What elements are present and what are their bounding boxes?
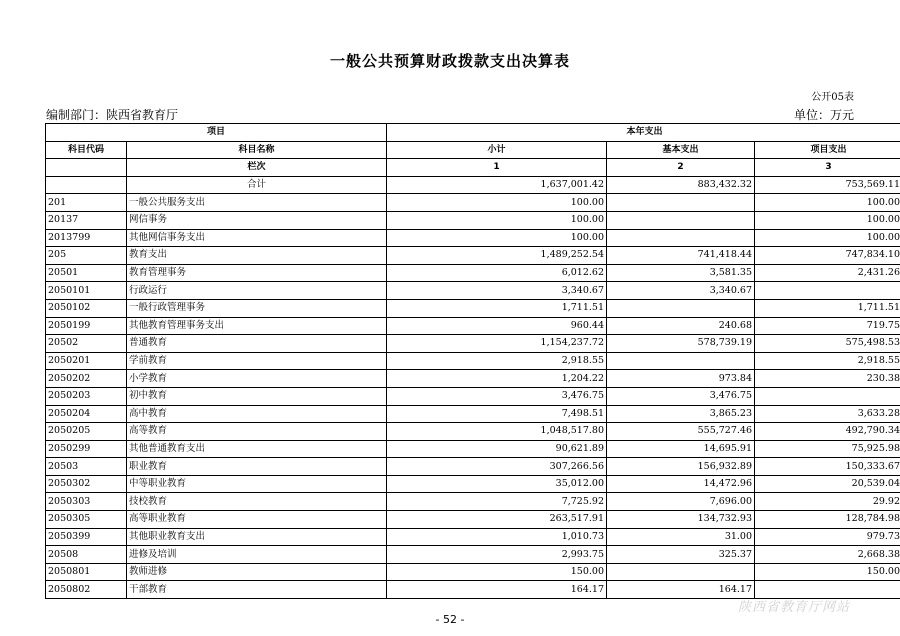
row-code: 2050305: [46, 511, 127, 529]
row-project: 2,918.55: [755, 352, 900, 370]
total-row: [46, 176, 900, 194]
row-project: 747,834.10: [755, 247, 900, 265]
table-row: [46, 317, 900, 335]
row-subtotal: 1,010.73: [387, 528, 607, 546]
row-project: 150.00: [755, 563, 900, 581]
total-label: 合计: [127, 176, 387, 194]
row-subtotal: 1,489,252.54: [387, 247, 607, 265]
row-code: 2050204: [46, 405, 127, 423]
header-row-1: [46, 124, 900, 142]
row-project: [755, 387, 900, 405]
row-code: 20137: [46, 211, 127, 229]
row-name: 初中教育: [127, 387, 387, 405]
row-subtotal: 6,012.62: [387, 264, 607, 282]
row-name: 网信事务: [127, 211, 387, 229]
row-code: 2050205: [46, 423, 127, 441]
row-name: 高等教育: [127, 423, 387, 441]
header-code: 科目代码: [46, 141, 127, 159]
row-basic: 3,340.67: [607, 282, 755, 300]
row-code: 2050201: [46, 352, 127, 370]
row-subtotal: 1,048,517.80: [387, 423, 607, 441]
row-basic: 3,581.35: [607, 264, 755, 282]
header-subtotal: 小计: [387, 141, 607, 159]
budget-table: [45, 123, 900, 599]
row-basic: 325.37: [607, 546, 755, 564]
row-subtotal: 263,517.91: [387, 511, 607, 529]
header-column-label: 栏次: [127, 159, 387, 177]
row-name: 进修及培训: [127, 546, 387, 564]
row-basic: [607, 352, 755, 370]
row-basic: 31.00: [607, 528, 755, 546]
row-project: 20,539.04: [755, 475, 900, 493]
row-name: 教育管理事务: [127, 264, 387, 282]
row-code: 2050802: [46, 581, 127, 599]
row-subtotal: 7,725.92: [387, 493, 607, 511]
header-blank: [46, 159, 127, 177]
row-name: 行政运行: [127, 282, 387, 300]
header-item: 项目: [46, 124, 387, 142]
table-row: [46, 299, 900, 317]
row-basic: 156,932.89: [607, 458, 755, 476]
row-subtotal: 1,711.51: [387, 299, 607, 317]
total-subtotal: 1,637,001.42: [387, 176, 607, 194]
row-basic: 134,732.93: [607, 511, 755, 529]
row-name: 技校教育: [127, 493, 387, 511]
row-basic: 741,418.44: [607, 247, 755, 265]
row-code: 2050801: [46, 563, 127, 581]
row-subtotal: 3,476.75: [387, 387, 607, 405]
row-name: 小学教育: [127, 370, 387, 388]
row-name: 其他教育管理事务支出: [127, 317, 387, 335]
table-row: [46, 229, 900, 247]
header-basic: 基本支出: [607, 141, 755, 159]
row-subtotal: 100.00: [387, 211, 607, 229]
row-basic: 240.68: [607, 317, 755, 335]
row-basic: 973.84: [607, 370, 755, 388]
row-subtotal: 960.44: [387, 317, 607, 335]
row-subtotal: 35,012.00: [387, 475, 607, 493]
table-row: [46, 405, 900, 423]
total-code: [46, 176, 127, 194]
row-basic: 3,865.23: [607, 405, 755, 423]
header-project: 项目支出: [755, 141, 900, 159]
table-row: [46, 493, 900, 511]
table-row: [46, 511, 900, 529]
row-name: 干部教育: [127, 581, 387, 599]
row-subtotal: 100.00: [387, 229, 607, 247]
header-col1: 1: [387, 159, 607, 177]
table-row: [46, 335, 900, 353]
row-project: 29.92: [755, 493, 900, 511]
row-basic: [607, 563, 755, 581]
row-code: 2050399: [46, 528, 127, 546]
row-subtotal: 3,340.67: [387, 282, 607, 300]
row-code: 2050199: [46, 317, 127, 335]
row-project: 150,333.67: [755, 458, 900, 476]
row-name: 一般公共服务支出: [127, 194, 387, 212]
row-project: 128,784.98: [755, 511, 900, 529]
row-project: 3,633.28: [755, 405, 900, 423]
row-subtotal: 100.00: [387, 194, 607, 212]
row-name: 普通教育: [127, 335, 387, 353]
table-row: [46, 247, 900, 265]
row-name: 学前教育: [127, 352, 387, 370]
row-subtotal: 1,154,237.72: [387, 335, 607, 353]
row-code: 20508: [46, 546, 127, 564]
row-project: 100.00: [755, 194, 900, 212]
row-project: 492,790.34: [755, 423, 900, 441]
table-row: [46, 440, 900, 458]
row-subtotal: 7,498.51: [387, 405, 607, 423]
row-basic: 555,727.46: [607, 423, 755, 441]
total-basic: 883,432.32: [607, 176, 755, 194]
row-basic: 14,695.91: [607, 440, 755, 458]
row-project: 1,711.51: [755, 299, 900, 317]
row-subtotal: 150.00: [387, 563, 607, 581]
compiling-department: 编制部门：陕西省教育厅: [46, 108, 179, 122]
row-project: 75,925.98: [755, 440, 900, 458]
page-number: - 52 -: [435, 613, 465, 626]
page-title: 一般公共预算财政拨款支出决算表: [329, 52, 570, 70]
row-project: 100.00: [755, 211, 900, 229]
row-project: 2,431.26: [755, 264, 900, 282]
table-row: [46, 563, 900, 581]
row-project: 2,668.38: [755, 546, 900, 564]
row-basic: [607, 211, 755, 229]
row-name: 其他普通教育支出: [127, 440, 387, 458]
row-code: 2050202: [46, 370, 127, 388]
row-basic: 578,739.19: [607, 335, 755, 353]
table-row: [46, 458, 900, 476]
row-name: 一般行政管理事务: [127, 299, 387, 317]
form-number: 公开05表: [811, 92, 854, 103]
row-basic: 14,472.96: [607, 475, 755, 493]
row-name: 高等职业教育: [127, 511, 387, 529]
row-basic: [607, 229, 755, 247]
row-subtotal: 164.17: [387, 581, 607, 599]
row-code: 2050102: [46, 299, 127, 317]
row-basic: 3,476.75: [607, 387, 755, 405]
table-row: [46, 370, 900, 388]
total-project: 753,569.11: [755, 176, 900, 194]
table-row: [46, 194, 900, 212]
table-row: [46, 475, 900, 493]
row-code: 20501: [46, 264, 127, 282]
row-code: 201: [46, 194, 127, 212]
row-subtotal: 1,204.22: [387, 370, 607, 388]
row-name: 教师进修: [127, 563, 387, 581]
header-year-expense: 本年支出: [387, 124, 900, 142]
row-code: 2050303: [46, 493, 127, 511]
row-code: 2050299: [46, 440, 127, 458]
row-code: 2050203: [46, 387, 127, 405]
header-row-2: [46, 141, 900, 159]
header-col3: 3: [755, 159, 900, 177]
row-code: 2050302: [46, 475, 127, 493]
row-basic: 7,696.00: [607, 493, 755, 511]
table-row: [46, 423, 900, 441]
row-subtotal: 307,266.56: [387, 458, 607, 476]
row-code: 205: [46, 247, 127, 265]
row-project: [755, 282, 900, 300]
row-name: 高中教育: [127, 405, 387, 423]
row-subtotal: 2,993.75: [387, 546, 607, 564]
table-row: [46, 282, 900, 300]
row-name: 中等职业教育: [127, 475, 387, 493]
table-row: [46, 264, 900, 282]
table-row: [46, 528, 900, 546]
row-code: 20502: [46, 335, 127, 353]
table-row: [46, 387, 900, 405]
row-code: 2050101: [46, 282, 127, 300]
row-subtotal: 90,621.89: [387, 440, 607, 458]
unit-label: 单位：万元: [793, 108, 854, 122]
table-row: [46, 546, 900, 564]
table-row: [46, 211, 900, 229]
row-subtotal: 2,918.55: [387, 352, 607, 370]
row-basic: 164.17: [607, 581, 755, 599]
row-basic: [607, 194, 755, 212]
row-code: 2013799: [46, 229, 127, 247]
row-code: 20503: [46, 458, 127, 476]
header-name: 科目名称: [127, 141, 387, 159]
row-name: 其他职业教育支出: [127, 528, 387, 546]
row-project: 979.73: [755, 528, 900, 546]
header-row-3: [46, 159, 900, 177]
row-name: 教育支出: [127, 247, 387, 265]
row-project: 100.00: [755, 229, 900, 247]
row-project: 575,498.53: [755, 335, 900, 353]
row-basic: [607, 299, 755, 317]
row-name: 职业教育: [127, 458, 387, 476]
row-name: 其他网信事务支出: [127, 229, 387, 247]
header-col2: 2: [607, 159, 755, 177]
site-watermark: 陕西省教育厅网站: [738, 600, 851, 615]
table-row: [46, 352, 900, 370]
row-project: 230.38: [755, 370, 900, 388]
row-project: 719.75: [755, 317, 900, 335]
